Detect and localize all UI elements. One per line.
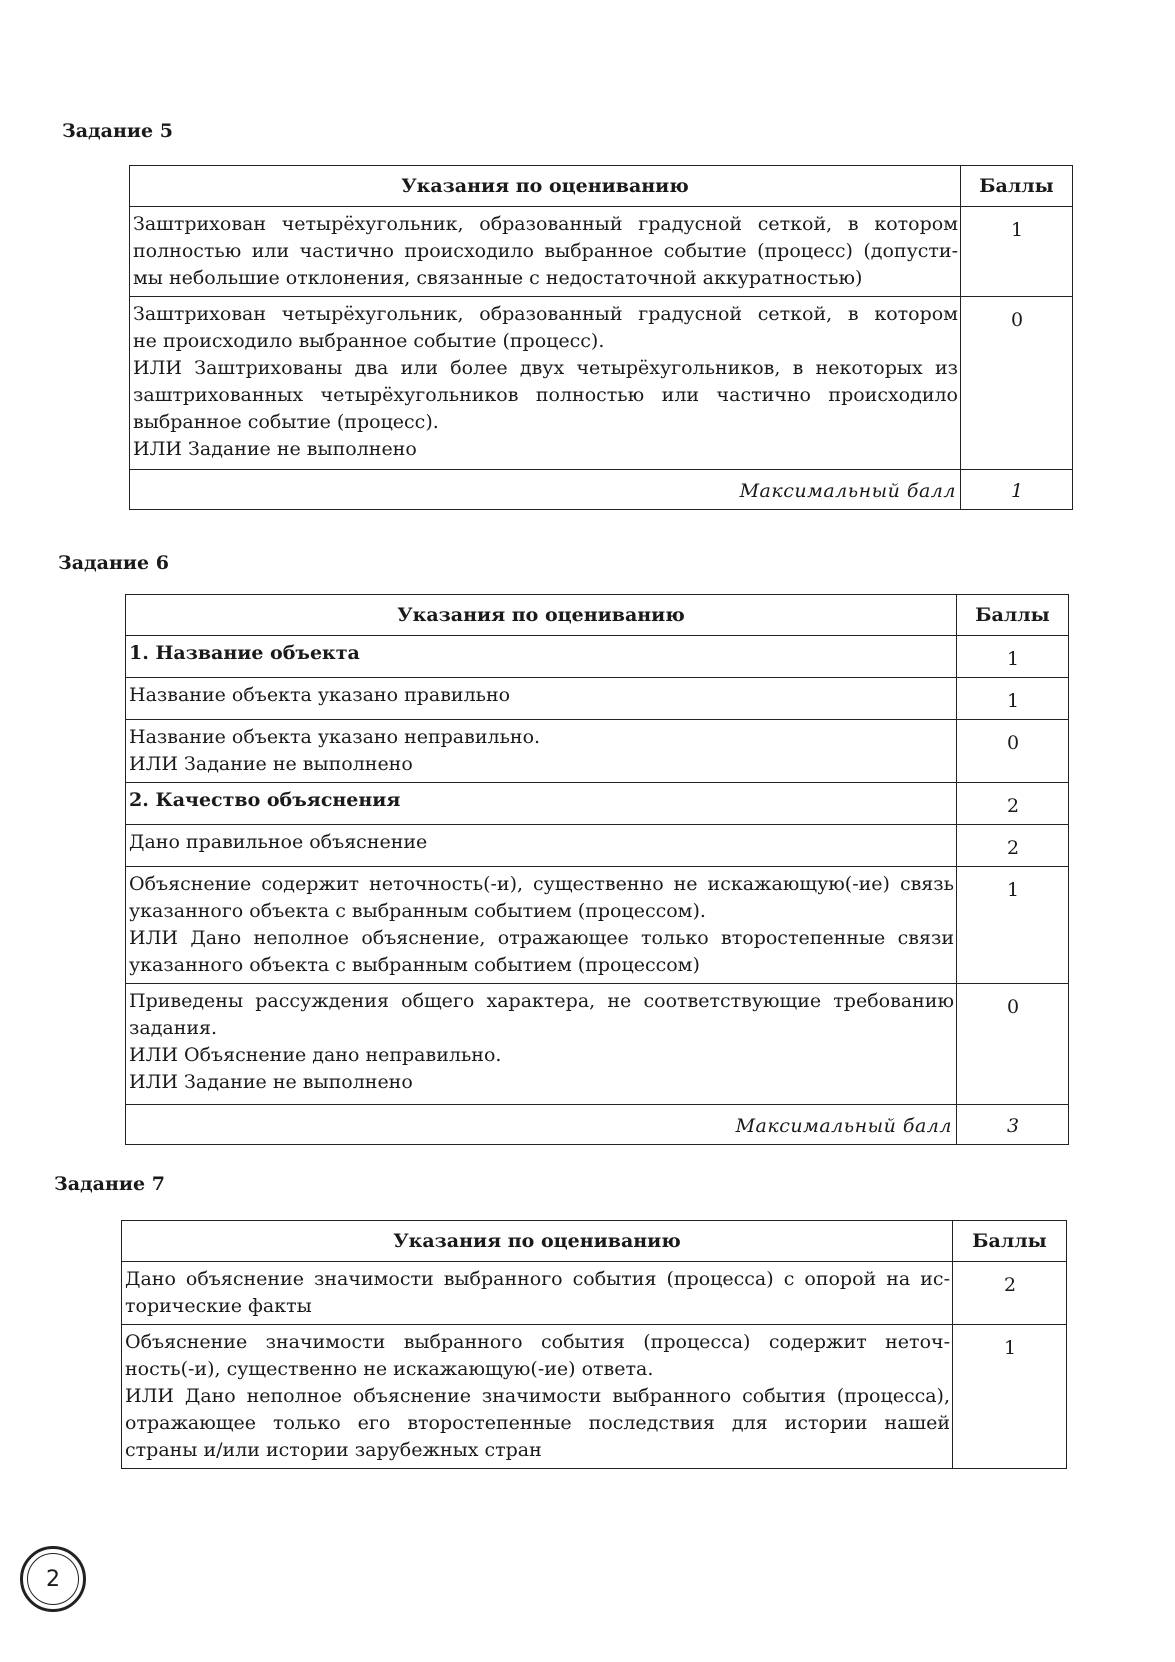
header-criteria: Указания по оцениванию: [126, 595, 957, 636]
criterion-line: Объяснение содержит неточность(-и), существенно не искажающую(-ие) связь: [129, 873, 954, 895]
criterion-line: ИЛИ Объяснение дано неправильно.: [129, 1044, 502, 1066]
criterion-line: выбранное событие (процесс).: [133, 411, 439, 433]
table-row: [126, 867, 1069, 984]
table-row: [130, 207, 1073, 297]
header-criteria: Указания по оцениванию: [122, 1221, 953, 1262]
table-row: [126, 783, 1069, 825]
criterion-points: 1: [957, 678, 1069, 720]
table-row: [122, 1262, 1067, 1325]
page-number-badge: [20, 1546, 86, 1612]
criterion-points: 1: [961, 207, 1073, 297]
table-row: [126, 636, 1069, 678]
max-score-row: [130, 470, 1073, 510]
table-header-row: [122, 1221, 1067, 1262]
criterion-line: Название объекта указано правильно: [129, 684, 511, 706]
table-row: [126, 678, 1069, 720]
table-row: [130, 297, 1073, 470]
criterion-text: [126, 984, 957, 1105]
task-6-title: Задание 6: [58, 552, 169, 574]
criterion-line: Дано правильное объяснение: [129, 831, 428, 853]
criterion-text: [130, 207, 961, 297]
criterion-points: 2: [957, 825, 1069, 867]
criterion-line: Приведены рассуждения общего характера, не соответствующие требованию: [129, 990, 954, 1012]
criterion-line: заштрихованных четырёхугольников полностью или частично происходило: [133, 384, 958, 406]
criterion-line: торические факты: [125, 1295, 312, 1317]
criterion-line: мы небольшие отклонения, связанные с недостаточной аккуратностью): [133, 267, 863, 289]
criterion-text: [126, 867, 957, 984]
criterion-line: ИЛИ Задание не выполнено: [129, 753, 413, 775]
criterion-text: [126, 783, 957, 825]
criterion-line: Объяснение значимости выбранного события (процесса) содержит неточ-: [125, 1331, 950, 1353]
criterion-line: ность(-и), существенно не искажающую(-ие) ответа.: [125, 1358, 654, 1380]
max-score-label: Максимальный балл: [130, 470, 961, 510]
table-row: [122, 1325, 1067, 1469]
criterion-text: [126, 678, 957, 720]
criterion-line: 2. Качество объяснения: [129, 789, 401, 811]
criterion-text: [122, 1325, 953, 1469]
criterion-line: ИЛИ Задание не выполнено: [133, 438, 417, 460]
header-points: Баллы: [957, 595, 1069, 636]
table-row: [126, 720, 1069, 783]
criterion-line: не происходило выбранное событие (процесс).: [133, 330, 605, 352]
task-5-title: Задание 5: [62, 120, 173, 142]
criterion-line: 1. Название объекта: [129, 642, 360, 664]
table-header-row: [126, 595, 1069, 636]
criterion-line: ИЛИ Задание не выполнено: [129, 1071, 413, 1093]
criterion-line: Название объекта указано неправильно.: [129, 726, 541, 748]
task-6-table: [125, 594, 1069, 1145]
task-7-title: Задание 7: [54, 1173, 165, 1195]
criterion-text: [126, 636, 957, 678]
criterion-line: Заштрихован четырёхугольник, образованный градусной сеткой, в котором: [133, 213, 958, 235]
criterion-line: отражающее только его второстепенные последствия для истории нашей: [125, 1412, 950, 1434]
max-score-label: Максимальный балл: [126, 1105, 957, 1145]
criterion-points: 1: [953, 1325, 1067, 1469]
page-number: 2: [27, 1553, 79, 1605]
task-7-table: [121, 1220, 1067, 1469]
max-score-value: 3: [957, 1105, 1069, 1145]
criterion-line: ИЛИ Дано неполное объяснение значимости выбранного события (процесса),: [125, 1385, 950, 1407]
criterion-points: 2: [957, 783, 1069, 825]
criterion-points: 1: [957, 867, 1069, 984]
criterion-line: полностью или частично происходило выбранное событие (процесс) (допусти-: [133, 240, 958, 262]
criterion-text: [126, 825, 957, 867]
max-score-value: 1: [961, 470, 1073, 510]
criterion-line: ИЛИ Дано неполное объяснение, отражающее только второстепенные связи: [129, 927, 954, 949]
criterion-line: Дано объяснение значимости выбранного события (процесса) с опорой на ис-: [125, 1268, 950, 1290]
max-score-row: [126, 1105, 1069, 1145]
table-row: [126, 825, 1069, 867]
header-points: Баллы: [953, 1221, 1067, 1262]
task-5-table: [129, 165, 1073, 510]
criterion-line: Заштрихован четырёхугольник, образованный градусной сеткой, в котором: [133, 303, 958, 325]
criterion-text: [122, 1262, 953, 1325]
header-criteria: Указания по оцениванию: [130, 166, 961, 207]
criterion-text: [130, 297, 961, 470]
criterion-line: задания.: [129, 1017, 218, 1039]
header-points: Баллы: [961, 166, 1073, 207]
table-row: [126, 984, 1069, 1105]
criterion-line: страны и/или истории зарубежных стран: [125, 1439, 542, 1461]
criterion-points: 0: [957, 720, 1069, 783]
criterion-points: 2: [953, 1262, 1067, 1325]
criterion-points: 0: [961, 297, 1073, 470]
criterion-line: указанного объекта с выбранным событием (процессом): [129, 954, 700, 976]
criterion-line: ИЛИ Заштрихованы два или более двух четырёхугольников, в некоторых из: [133, 357, 958, 379]
criterion-text: [126, 720, 957, 783]
table-header-row: [130, 166, 1073, 207]
criterion-points: 1: [957, 636, 1069, 678]
criterion-line: указанного объекта с выбранным событием (процессом).: [129, 900, 706, 922]
criterion-points: 0: [957, 984, 1069, 1105]
